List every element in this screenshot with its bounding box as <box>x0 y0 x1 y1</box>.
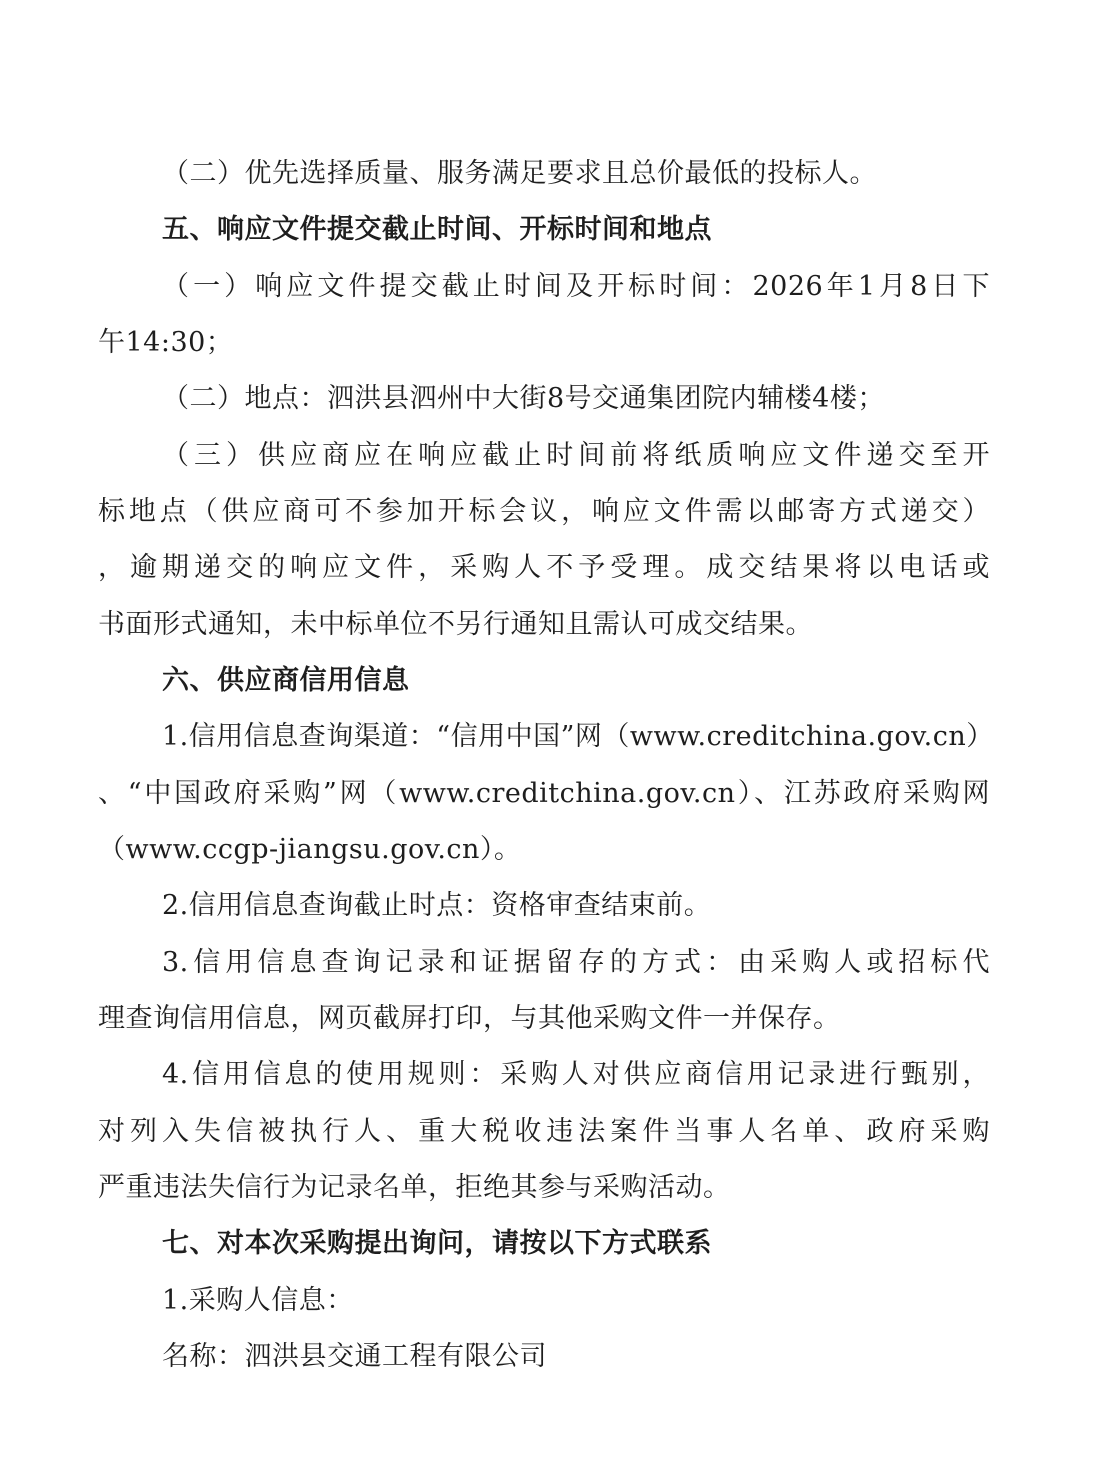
clause-5-2-text: （二）优先选择质量、服务满足要求且总价最低的投标人。 <box>162 158 877 189</box>
credit-rule-line-1: 4.信用信息的使用规则：采购人对供应商信用记录进行甄别， <box>162 1059 990 1090</box>
section-heading-6: 六、供应商信用信息 <box>162 665 410 696</box>
credit-rule-line-2: 对列入失信被执行人、重大税收违法案件当事人名单、政府采购 <box>98 1116 990 1147</box>
submission-clause-line-2: 标地点（供应商可不参加开标会议，响应文件需以邮寄方式递交） <box>98 496 990 527</box>
submission-clause-line-1: （三）供应商应在响应截止时间前将纸质响应文件递交至开 <box>162 440 990 471</box>
credit-record-line-2: 理查询信用信息，网页截屏打印，与其他采购文件一并保存。 <box>98 1003 841 1034</box>
submission-clause-line-3: ，逾期递交的响应文件，采购人不予受理。成交结果将以电话或 <box>98 552 990 583</box>
credit-channel-line-3: （www.ccgp-jiangsu.gov.cn）。 <box>98 834 522 865</box>
deadline-clause-line-2: 午14:30； <box>98 327 234 358</box>
credit-channel-line-2: 、“中国政府采购”网（www.creditchina.gov.cn）、江苏政府采购网 <box>98 778 990 809</box>
section-heading-7: 七、对本次采购提出询问，请按以下方式联系 <box>162 1228 712 1259</box>
purchaser-name-text: 名称：泗洪县交通工程有限公司 <box>162 1341 547 1372</box>
deadline-clause-line-1: （一）响应文件提交截止时间及开标时间：2026年1月8日下 <box>162 271 990 302</box>
submission-clause-line-4: 书面形式通知，未中标单位不另行通知且需认可成交结果。 <box>98 609 813 640</box>
credit-rule-line-3: 严重违法失信行为记录名单，拒绝其参与采购活动。 <box>98 1172 731 1203</box>
location-clause-text: （二）地点：泗洪县泗州中大街8号交通集团院内辅楼4楼； <box>162 383 885 414</box>
section-heading-5: 五、响应文件提交截止时间、开标时间和地点 <box>162 214 712 245</box>
purchaser-info-label: 1.采购人信息： <box>162 1285 354 1316</box>
credit-record-line-1: 3.信用信息查询记录和证据留存的方式：由采购人或招标代 <box>162 947 990 978</box>
credit-deadline-text: 2.信用信息查询截止时点：资格审查结束前。 <box>162 890 712 921</box>
credit-channel-line-1: 1.信用信息查询渠道：“信用中国”网（www.creditchina.gov.cn） <box>162 721 994 752</box>
